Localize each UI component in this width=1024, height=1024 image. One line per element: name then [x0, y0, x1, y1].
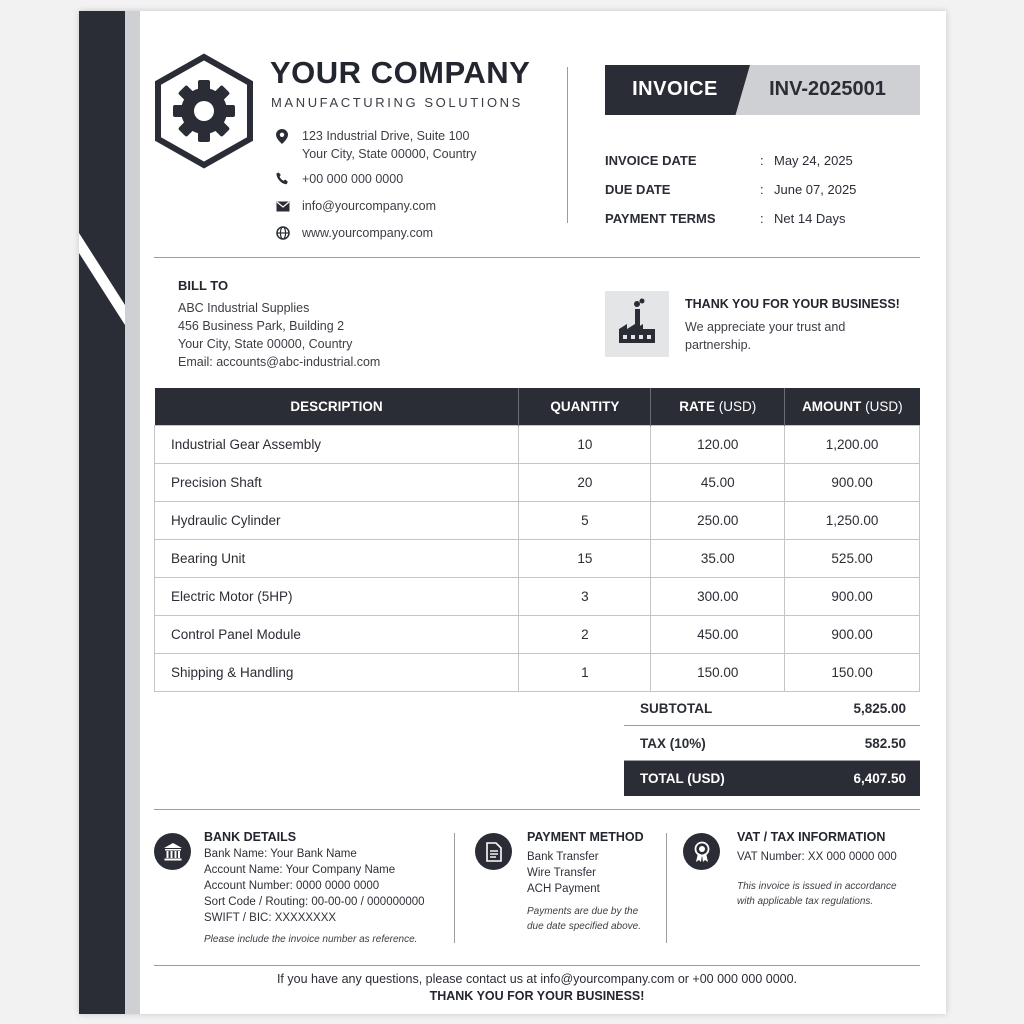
cell-description: Bearing Unit	[155, 539, 519, 577]
meta-key: DUE DATE	[605, 182, 671, 197]
payment-note-line: due date specified above.	[527, 921, 641, 932]
meta-colon: :	[760, 182, 764, 197]
vat-title: VAT / TAX INFORMATION	[737, 830, 886, 844]
column-header-amount	[785, 388, 920, 425]
bank-detail-line: Account Name: Your Company Name	[204, 864, 396, 876]
envelope-icon	[276, 197, 302, 217]
company-phone: +00 000 000 0000	[302, 172, 404, 186]
thanks-title: THANK YOU FOR YOUR BUSINESS!	[685, 297, 900, 311]
thanks-text: We appreciate your trust and partnership.	[685, 320, 846, 352]
bank-details-body	[204, 846, 425, 926]
address-line-1: 123 Industrial Drive, Suite 100	[302, 129, 470, 143]
footer-bottom-rule	[154, 965, 920, 966]
footer-rule	[154, 809, 920, 810]
bill-to-line: Email: accounts@abc-industrial.com	[178, 355, 381, 369]
gear-hexagon-icon	[152, 53, 256, 169]
meta-due-date	[605, 175, 856, 204]
payment-method-line: Bank Transfer	[527, 851, 599, 863]
bank-detail-line: Bank Name: Your Bank Name	[204, 848, 357, 860]
meta-colon: :	[760, 211, 764, 226]
total-label: TOTAL (USD)	[640, 771, 725, 786]
table-row	[155, 577, 920, 615]
meta-colon: :	[760, 153, 764, 168]
table-row	[155, 653, 920, 691]
globe-icon	[276, 224, 302, 245]
table-header-row	[155, 388, 920, 425]
vat-note	[737, 879, 897, 909]
bill-to-title: BILL TO	[178, 278, 229, 293]
cell-quantity: 15	[519, 539, 651, 577]
document-icon	[475, 833, 512, 870]
header-label: QUANTITY	[550, 398, 620, 414]
company-contact	[276, 127, 476, 252]
cell-rate: 35.00	[651, 539, 785, 577]
header-unit: (USD)	[865, 398, 903, 414]
cell-description: Shipping & Handling	[155, 653, 519, 691]
vat-note-line: with applicable tax regulations.	[737, 896, 874, 907]
cell-description: Precision Shaft	[155, 463, 519, 501]
meta-value: June 07, 2025	[774, 182, 857, 197]
table-row	[155, 463, 920, 501]
header-label: DESCRIPTION	[290, 398, 383, 414]
subtotal-label: SUBTOTAL	[640, 700, 713, 716]
payment-note-line: Payments are due by the	[527, 906, 639, 917]
footer-divider	[666, 833, 667, 943]
bill-to-line: Your City, State 00000, Country	[178, 337, 353, 351]
phone-row	[276, 170, 476, 190]
table-row	[155, 501, 920, 539]
cell-description: Control Panel Module	[155, 615, 519, 653]
bill-to-line: 456 Business Park, Building 2	[178, 319, 345, 333]
footer-thanks: THANK YOU FOR YOUR BUSINESS!	[429, 989, 645, 1003]
cell-amount: 900.00	[785, 577, 920, 615]
header-unit: (USD)	[718, 398, 757, 414]
meta-value: Net 14 Days	[774, 211, 846, 226]
invoice-meta	[605, 146, 856, 233]
company-name: YOUR COMPANY	[270, 55, 531, 90]
map-pin-icon	[276, 127, 302, 149]
totals-block	[624, 691, 920, 796]
payment-method-title: PAYMENT METHOD	[527, 830, 644, 844]
factory-icon	[605, 291, 669, 357]
cell-amount: 150.00	[785, 653, 920, 691]
address-line-2: Your City, State 00000, Country	[302, 147, 477, 161]
side-band-stripe	[79, 11, 140, 1014]
company-email: info@yourcompany.com	[302, 199, 437, 213]
subtotal-value: 5,825.00	[853, 700, 906, 716]
footer-divider	[454, 833, 455, 943]
award-badge-icon	[683, 833, 720, 870]
meta-invoice-date	[605, 146, 856, 175]
cell-description: Electric Motor (5HP)	[155, 577, 519, 615]
vat-number: VAT Number: XX 000 0000 000	[737, 851, 897, 863]
tax-value: 582.50	[864, 735, 906, 751]
table-row	[155, 425, 920, 463]
invoice-title-band	[605, 65, 920, 115]
cell-quantity: 5	[519, 501, 651, 539]
payment-method-line: ACH Payment	[527, 883, 600, 895]
vat-note-line: This invoice is issued in accordance	[737, 881, 897, 892]
bank-note: Please include the invoice number as reference.	[204, 934, 418, 945]
header-rule	[154, 257, 920, 258]
cell-rate: 450.00	[651, 615, 785, 653]
website-row	[276, 224, 476, 245]
cell-amount: 1,250.00	[785, 501, 920, 539]
bill-to-line: ABC Industrial Supplies	[178, 301, 310, 315]
cell-rate: 120.00	[651, 425, 785, 463]
meta-key: INVOICE DATE	[605, 153, 697, 168]
payment-method-body	[527, 849, 600, 897]
address-row	[276, 127, 476, 163]
total-value: 6,407.50	[853, 771, 906, 786]
cell-quantity: 2	[519, 615, 651, 653]
company-website: www.yourcompany.com	[302, 226, 434, 240]
bank-icon	[154, 833, 191, 870]
cell-rate: 300.00	[651, 577, 785, 615]
column-header-quantity	[519, 388, 651, 425]
bill-to	[178, 278, 380, 371]
column-header-description	[155, 388, 519, 425]
column-header-rate	[651, 388, 785, 425]
cell-rate: 250.00	[651, 501, 785, 539]
invoice-page	[79, 11, 946, 1014]
cell-quantity: 1	[519, 653, 651, 691]
invoice-content	[140, 11, 946, 1014]
meta-value: May 24, 2025	[774, 153, 853, 168]
header-label: AMOUNT	[802, 398, 862, 414]
table-row	[155, 615, 920, 653]
cell-rate: 45.00	[651, 463, 785, 501]
footer-contact: If you have any questions, please contact us at info@yourcompany.com or +00 000 000 0000.	[276, 972, 798, 986]
email-row	[276, 197, 476, 217]
payment-method-line: Wire Transfer	[527, 867, 597, 879]
header-divider	[567, 67, 568, 223]
cell-rate: 150.00	[651, 653, 785, 691]
subtotal-row	[624, 691, 920, 726]
line-items-table	[154, 388, 920, 692]
tax-row	[624, 726, 920, 761]
bank-detail-line: Sort Code / Routing: 00-00-00 / 000000000	[204, 896, 425, 908]
table-row	[155, 539, 920, 577]
cell-amount: 525.00	[785, 539, 920, 577]
cell-description: Hydraulic Cylinder	[155, 501, 519, 539]
cell-quantity: 10	[519, 425, 651, 463]
meta-key: PAYMENT TERMS	[605, 211, 716, 226]
meta-payment-terms	[605, 204, 856, 233]
cell-description: Industrial Gear Assembly	[155, 425, 519, 463]
company-tagline: MANUFACTURING SOLUTIONS	[271, 95, 523, 110]
invoice-label: INVOICE	[632, 78, 718, 100]
cell-quantity: 20	[519, 463, 651, 501]
cell-amount: 900.00	[785, 463, 920, 501]
payment-note	[527, 904, 641, 934]
total-row	[624, 761, 920, 796]
bank-detail-line: SWIFT / BIC: XXXXXXXX	[204, 912, 337, 924]
cell-amount: 1,200.00	[785, 425, 920, 463]
invoice-number: INV-2025001	[769, 78, 886, 100]
phone-icon	[276, 170, 302, 190]
header-label: RATE	[679, 398, 715, 414]
cell-amount: 900.00	[785, 615, 920, 653]
bank-details-title: BANK DETAILS	[204, 830, 297, 844]
tax-label: TAX (10%)	[640, 735, 706, 751]
bank-detail-line: Account Number: 0000 0000 0000	[204, 880, 380, 892]
cell-quantity: 3	[519, 577, 651, 615]
